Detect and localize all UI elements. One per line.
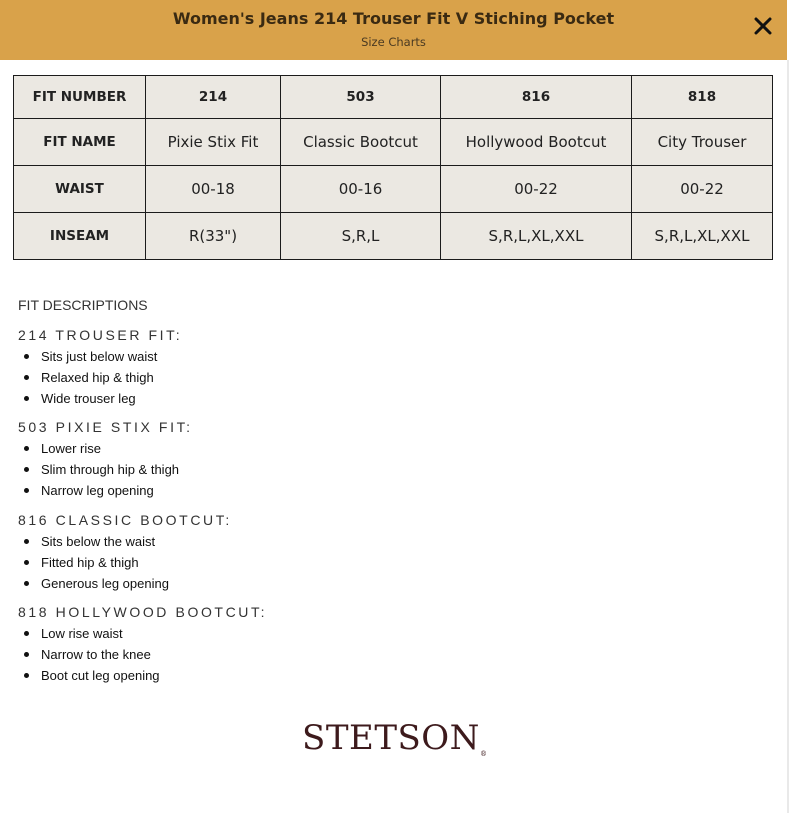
bullet-list	[22, 438, 179, 501]
table-cell: S,R,L	[281, 213, 441, 260]
list-item: Boot cut leg opening	[22, 665, 160, 686]
list-item: Narrow to the knee	[22, 644, 160, 665]
table-row	[14, 213, 773, 260]
registered-mark: ®	[479, 750, 487, 758]
table-cell: S,R,L,XL,XXL	[632, 213, 773, 260]
list-item: Fitted hip & thigh	[22, 552, 169, 573]
section-title: 816 CLASSIC BOOTCUT:	[18, 512, 232, 528]
list-item: Sits just below waist	[22, 346, 157, 367]
size-chart-table	[13, 75, 773, 260]
bullet-list	[22, 623, 160, 686]
stetson-logo	[0, 718, 789, 758]
modal-title: Women's Jeans 214 Trouser Fit V Stiching Pocket	[172, 9, 615, 28]
table-cell: 00-22	[632, 166, 773, 213]
modal-header	[0, 0, 787, 60]
close-button[interactable]	[750, 13, 776, 39]
table-cell: 816	[441, 76, 632, 119]
section-title: 818 HOLLYWOOD BOOTCUT:	[18, 604, 268, 620]
list-item: Low rise waist	[22, 623, 160, 644]
table-cell: 00-22	[441, 166, 632, 213]
table-cell: 00-16	[281, 166, 441, 213]
row-header: WAIST	[14, 166, 146, 213]
section-title: 503 PIXIE STIX FIT:	[18, 419, 193, 435]
table-row	[14, 76, 773, 119]
list-item: Narrow leg opening	[22, 480, 179, 501]
table-row	[14, 166, 773, 213]
table-cell: Pixie Stix Fit	[146, 119, 281, 166]
row-header: INSEAM	[14, 213, 146, 260]
table-cell: City Trouser	[632, 119, 773, 166]
row-header: FIT NAME	[14, 119, 146, 166]
list-item: Wide trouser leg	[22, 388, 157, 409]
table-cell: Classic Bootcut	[281, 119, 441, 166]
table-cell: Hollywood Bootcut	[441, 119, 632, 166]
list-item: Generous leg opening	[22, 573, 169, 594]
list-item: Sits below the waist	[22, 531, 169, 552]
row-header: FIT NUMBER	[14, 76, 146, 119]
fit-descriptions-heading: FIT DESCRIPTIONS	[18, 297, 148, 313]
list-item: Slim through hip & thigh	[22, 459, 179, 480]
close-icon	[750, 13, 776, 39]
bullet-list	[22, 531, 169, 594]
table-cell: R(33")	[146, 213, 281, 260]
section-title: 214 TROUSER FIT:	[18, 327, 183, 343]
list-item: Relaxed hip & thigh	[22, 367, 157, 388]
table-cell: S,R,L,XL,XXL	[441, 213, 632, 260]
table-cell: 818	[632, 76, 773, 119]
list-item: Lower rise	[22, 438, 179, 459]
table-cell: 00-18	[146, 166, 281, 213]
table-cell: 214	[146, 76, 281, 119]
table-row	[14, 119, 773, 166]
bullet-list	[22, 346, 157, 409]
modal-subtitle: Size Charts	[361, 35, 426, 49]
table-cell: 503	[281, 76, 441, 119]
logo-wordmark: STETSON	[302, 718, 480, 758]
